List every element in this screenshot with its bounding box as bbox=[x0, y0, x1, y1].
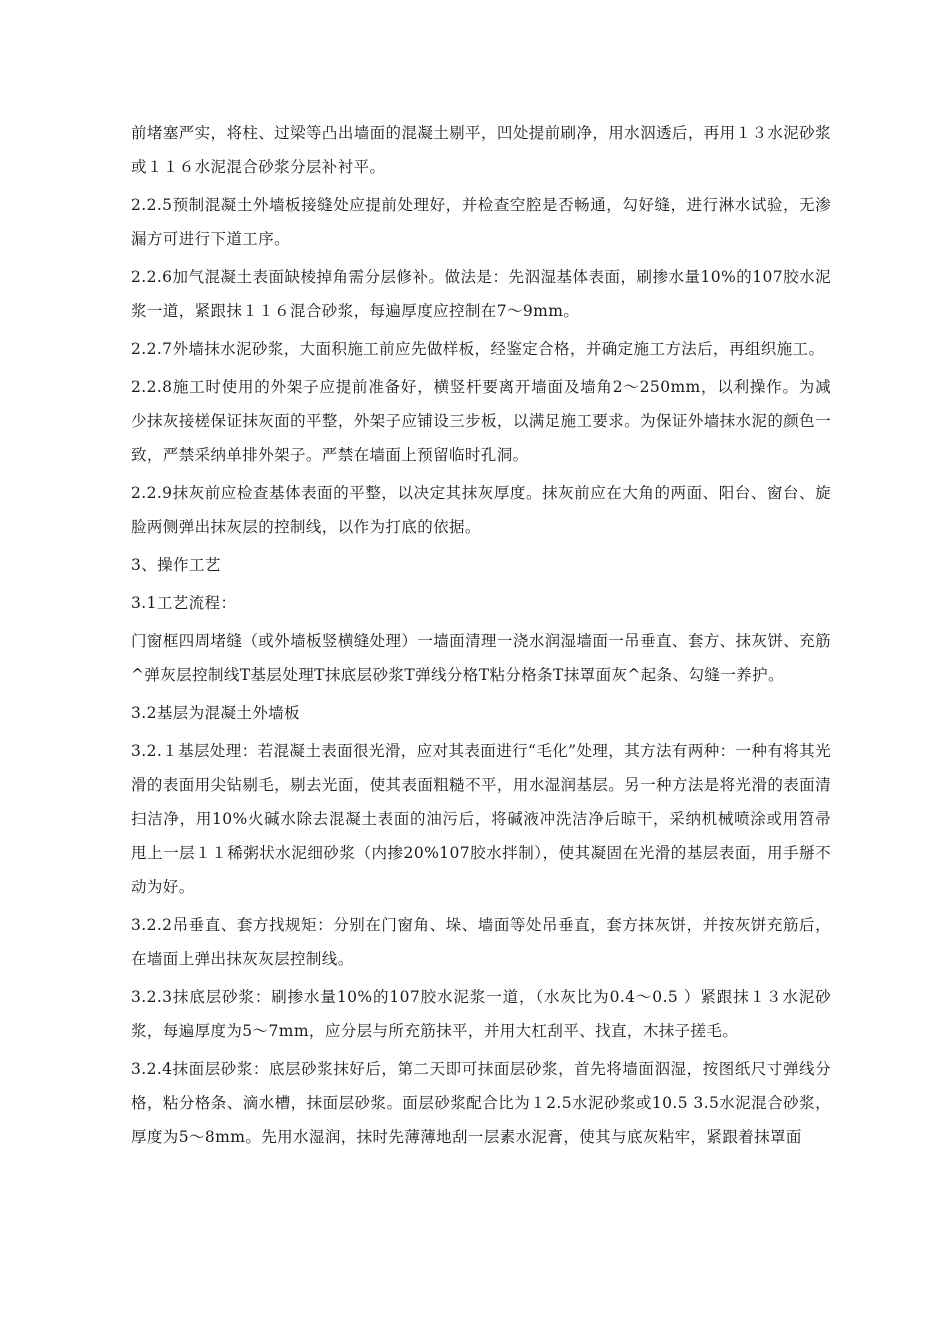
subheading-3-1: 3.1工艺流程： bbox=[131, 594, 237, 612]
document-body bbox=[131, 116, 831, 1158]
paragraph-3-2-4: 3.2.4抹面层砂浆：底层砂浆抹好后，第二天即可抹面层砂浆，首先将墙面泅湿，按图纸尺寸弹线分格，粘分格条、滴水槽，抹面层砂浆。面层砂浆配合比为１2.5水泥砂浆或10.5 3.5水泥混合砂浆，厚度为5〜8mm。先用水湿润，抹时先薄薄地刮一层素水泥膏，使其与底灰粘牢，紧跟着抹罩面 bbox=[131, 1060, 831, 1146]
subheading-3-2: 3.2基层为混凝土外墙板 bbox=[131, 704, 300, 722]
paragraph-2-2-7: 2.2.7外墙抹水泥砂浆，大面积施工前应先做样板，经鉴定合格，并确定施工方法后，再组织施工。 bbox=[131, 340, 825, 358]
paragraph-2-2-9: 2.2.9抹灰前应检查基体表面的平整，以决定其抹灰厚度。抹灰前应在大角的两面、阳台、窗台、旋脸两侧弹出抹灰层的控制线，以作为打底的依据。 bbox=[131, 484, 831, 536]
paragraph-2-2-6: 2.2.6加气混凝土表面缺棱掉角需分层修补。做法是：先泅湿基体表面，刷掺水量10%的107胶水泥浆一道，紧跟抹１１６混合砂浆，每遍厚度应控制在7〜9mm。 bbox=[131, 268, 831, 320]
paragraph-2-2-5: 2.2.5预制混凝土外墙板接缝处应提前处理好，并检查空腔是否畅通，勾好缝，进行淋水试验，无渗漏方可进行下道工序。 bbox=[131, 196, 831, 248]
paragraph-process-flow: 门窗框四周堵缝（或外墙板竖横缝处理）一墙面清理一浇水润湿墙面一吊垂直、套方、抹灰饼、充筋^弹灰层控制线T基层处理T抹底层砂浆T弹线分格T粘分格条T抹罩面灰^起条、勾缝一养护。 bbox=[131, 632, 831, 684]
paragraph-3-2-3: 3.2.3抹底层砂浆：刷掺水量10%的107胶水泥浆一道，（水灰比为0.4〜0.5 ）紧跟抹１３水泥砂浆，每遍厚度为5〜7mm，应分层与所充筋抹平，并用大杠刮平、找直，木抹子搓毛。 bbox=[131, 988, 831, 1040]
paragraph-continuation: 前堵塞严实，将柱、过梁等凸出墙面的混凝土剔平，凹处提前刷净，用水泅透后，再用１３水泥砂浆或１１６水泥混合砂浆分层补衬平。 bbox=[131, 124, 831, 176]
paragraph-3-2-2: 3.2.2吊垂直、套方找规矩：分别在门窗角、垛、墙面等处吊垂直，套方抹灰饼，并按灰饼充筋后，在墙面上弹出抹灰灰层控制线。 bbox=[131, 916, 831, 968]
paragraph-3-2-1: 3.2.１基层处理：若混凝土表面很光滑，应对其表面进行“毛化”处理，其方法有两种：一种有将其光滑的表面用尖钻剔毛，剔去光面，使其表面粗糙不平，用水湿润基层。另一种方法是将光滑的表面清扫洁净，用10%火碱水除去混凝土表面的油污后，将碱液冲洗洁净后晾干，采纳机械喷涂或用笤帚甩上一层１１稀粥状水泥细砂浆（内掺20%107胶水拌制），使其凝固在光滑的基层表面，用手掰不动为好。 bbox=[131, 742, 831, 896]
paragraph-2-2-8: 2.2.8施工时使用的外架子应提前准备好，横竖杆要离开墙面及墙角2〜250mm，以利操作。为减少抹灰接槎保证抹灰面的平整，外架子应铺设三步板，以满足施工要求。为保证外墙抹水泥的颜色一致，严禁采纳单排外架子。严禁在墙面上预留临时孔洞。 bbox=[131, 378, 831, 464]
section-heading-3: 3、操作工艺 bbox=[131, 556, 221, 574]
